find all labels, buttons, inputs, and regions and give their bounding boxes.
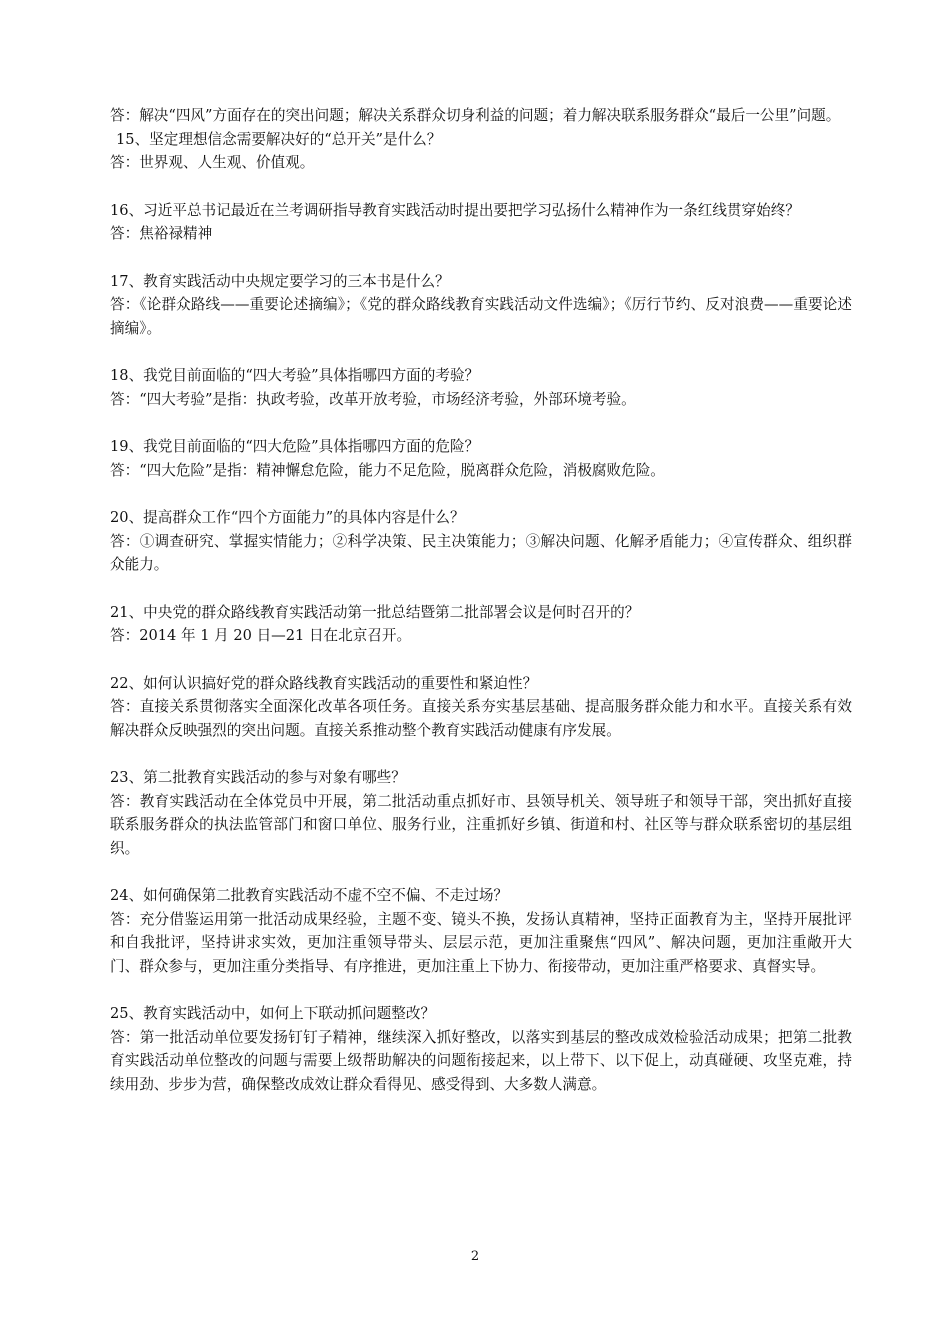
question-20: 20、提高群众工作“四个方面能力”的具体内容是什么？ [110, 509, 465, 526]
answer-20: 答：①调查研究、掌握实情能力；②科学决策、民主决策能力；③解决问题、化解矛盾能力；④宣传群众、组织群众能力。 [110, 532, 852, 573]
qa-block-22 [110, 672, 852, 743]
qa-block-14 [110, 104, 852, 128]
answer-14: 答：解决“四风”方面存在的突出问题；解决关系群众切身利益的问题；着力解决联系服务群众“最后一公里”问题。 [110, 107, 841, 124]
qa-block-20 [110, 506, 852, 577]
qa-block-15 [110, 128, 852, 175]
document-page [110, 104, 852, 1120]
qa-block-21 [110, 601, 852, 648]
qa-block-23 [110, 766, 852, 860]
question-21: 21、中央党的群众路线教育实践活动第一批总结暨第二批部署会议是何时召开的？ [110, 603, 640, 621]
question-23: 23、第二批教育实践活动的参与对象有哪些？ [110, 769, 406, 786]
question-16: 16、习近平总书记最近在兰考调研指导教育实践活动时提出要把学习弘扬什么精神作为一条红线贯穿始终？ [110, 201, 800, 219]
question-24: 24、如何确保第二批教育实践活动不虚不空不偏、不走过场？ [110, 887, 509, 904]
answer-16: 答：焦裕禄精神 [110, 225, 213, 242]
answer-21: 答：2014 年 1 月 20 日—21 日在北京召开。 [110, 627, 412, 644]
qa-block-17 [110, 270, 852, 341]
question-22: 22、如何认识搞好党的群众路线教育实践活动的重要性和紧迫性？ [110, 674, 538, 692]
question-17: 17、教育实践活动中央规定要学习的三本书是什么？ [110, 272, 450, 290]
question-25: 25、教育实践活动中，如何上下联动抓问题整改？ [110, 1005, 436, 1022]
page-number: 2 [470, 1249, 480, 1264]
answer-23: 答：教育实践活动在全体党员中开展，第二批活动重点抓好市、县领导机关、领导班子和领导干部，突出抓好直接联系服务群众的执法监管部门和窗口单位、服务行业，注重抓好乡镇、街道和村、社区等与群众联系密切的基层组织。 [110, 792, 852, 857]
answer-15: 答：世界观、人生观、价值观。 [110, 154, 315, 171]
answer-24: 答：充分借鉴运用第一批活动成果经验，主题不变、镜头不换，发扬认真精神，坚持正面教育为主，坚持开展批评和自我批评，坚持讲求实效，更加注重领导带头、层层示范，更加注重聚焦“四风”、解决问题，更加注重敞开大门、群众参与，更加注重分类指导、有序推进，更加注重上下协力、衔接带动，更加注重严格要求、真督实导。 [110, 910, 852, 975]
answer-25: 答：第一批活动单位要发扬钉钉子精神，继续深入抓好整改，以落实到基层的整改成效检验活动成果；把第二批教育实践活动单位整改的问题与需要上级帮助解决的问题衔接起来，以上带下、以下促上，动真碰硬、攻坚克难，持续用劲、步步为营，确保整改成效让群众看得见、感受得到、大多数人满意。 [110, 1028, 852, 1093]
answer-19: 答：“四大危险”是指：精神懈怠危险，能力不足危险，脱离群众危险，消极腐败危险。 [110, 461, 665, 479]
answer-22: 答：直接关系贯彻落实全面深化改革各项任务。直接关系夯实基层基础、提高服务群众能力和水平。直接关系有效解决群众反映强烈的突出问题。直接关系推动整个教育实践活动健康有序发展。 [110, 698, 852, 739]
qa-block-16 [110, 199, 852, 246]
answer-17: 答：《论群众路线——重要论述摘编》；《党的群众路线教育实践活动文件选编》；《厉行节约、反对浪费——重要论述摘编》。 [110, 296, 852, 337]
question-19: 19、我党目前面临的“四大危险”具体指哪四方面的危险？ [110, 438, 480, 455]
qa-block-19 [110, 435, 852, 482]
qa-block-18 [110, 364, 852, 411]
qa-block-24 [110, 884, 852, 978]
qa-block-25 [110, 1002, 852, 1096]
answer-18: 答：“四大考验”是指：执政考验，改革开放考验，市场经济考验，外部环境考验。 [110, 390, 636, 408]
question-18: 18、我党目前面临的“四大考验”具体指哪四方面的考验？ [110, 367, 480, 384]
question-15: 15、坚定理想信念需要解决好的“总开关”是什么？ [116, 130, 442, 148]
